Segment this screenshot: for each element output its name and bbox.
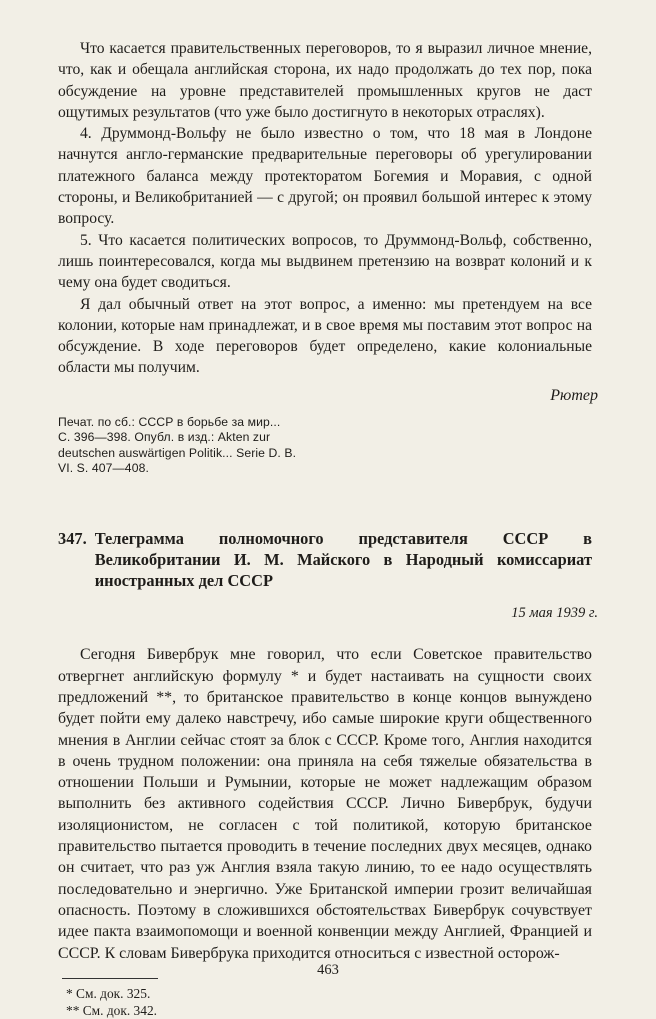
footnotes: [58, 985, 592, 1019]
document-title: Телеграмма полномочного представителя СССР в Великобритании И. М. Майского в Народный комиссариат иностранных дел СССР: [94, 529, 592, 591]
source-line: С. 396—398. Опубл. в изд.: Akten zur: [58, 430, 271, 445]
footnote: * См. док. 325.: [66, 985, 151, 1001]
intro-paragraph: Что касается правительственных переговоров, то я выразил личное мнение, что, как и обещала английская сторона, их надо продолжать до тех пор, пока обсуждение на уровне представителей промышленных кругов не даст ощутимых результатов (что уже было достигнуто в некоторых отраслях).: [58, 40, 592, 121]
intro-paragraph: 5. Что касается политических вопросов, то Друммонд-Вольф, собственно, лишь поинтересовался, когда мы выдвинем претензию на возврат колоний и к чему она будет сводиться.: [58, 231, 592, 292]
intro-text: [58, 38, 592, 379]
document-date: 15 мая 1939 г.: [511, 605, 598, 622]
footnote: ** См. док. 342.: [66, 1002, 157, 1018]
page-number: 463: [317, 962, 339, 978]
source-line: Печат. по сб.: СССР в борьбе за мир...: [58, 414, 281, 429]
intro-paragraph: Я дал обычный ответ на этот вопрос, а именно: мы претендуем на все колонии, которые нам принадлежат, и в свое время мы поставим этот вопрос на обсуждение. В ходе переговоров будет определено, какие колониальные области мы получим.: [58, 295, 592, 377]
telegram-text: [58, 644, 592, 963]
source-line: deutschen auswärtigen Politik... Serie D. B.: [58, 445, 297, 460]
source-line: VI. S. 407—408.: [58, 460, 149, 475]
document-heading: [58, 528, 592, 591]
intro-paragraph: 4. Друммонд-Вольфу не было известно о том, что 18 мая в Лондоне начнутся англо-германские предварительные переговоры об урегулировании платежного баланса между протекторатом Богемия и Моравия, с одной стороны, и Великобританией — с другой; он проявил большой интерес к этому вопросу.: [58, 125, 592, 228]
telegram-paragraph: Сегодня Бивербрук мне говорил, что если Советское правительство отвергнет английскую формулу * и будет настаивать на сущности своих предложений **, то британское правительство в конце концов вынуждено будет пойти ему далеко навстречу, ибо самые широкие круги общественного мнения в Англии сейчас стоят за блок с СССР. Кроме того, Англия находится в очень трудном положении: она приняла на себя тяжелые обязательства в отношении Польши и Румынии, которые не может надлежащим образом выполнить без активного содействия СССР. Лично Бивербрук, будучи изоляционистом, не согласен с той политикой, которую британское правительство пытается проводить в течение последних двух месяцев, однако он считает, что раз уж Англия взяла такую линию, то ее надо осуществлять последовательно и энергично. Уже Британской империи грозит величайшая опасность. Поэтому в сложившихся обстоятельствах Бивербрук сочувствует идее пакта взаимопомощи и военной конвенции между Англией, Францией и СССР. К словам Бивербрука приходится относиться с известной осторож-: [58, 646, 592, 962]
signature: Рютер: [550, 386, 598, 404]
document-number: 347.: [58, 529, 87, 549]
source-note: [58, 415, 592, 477]
